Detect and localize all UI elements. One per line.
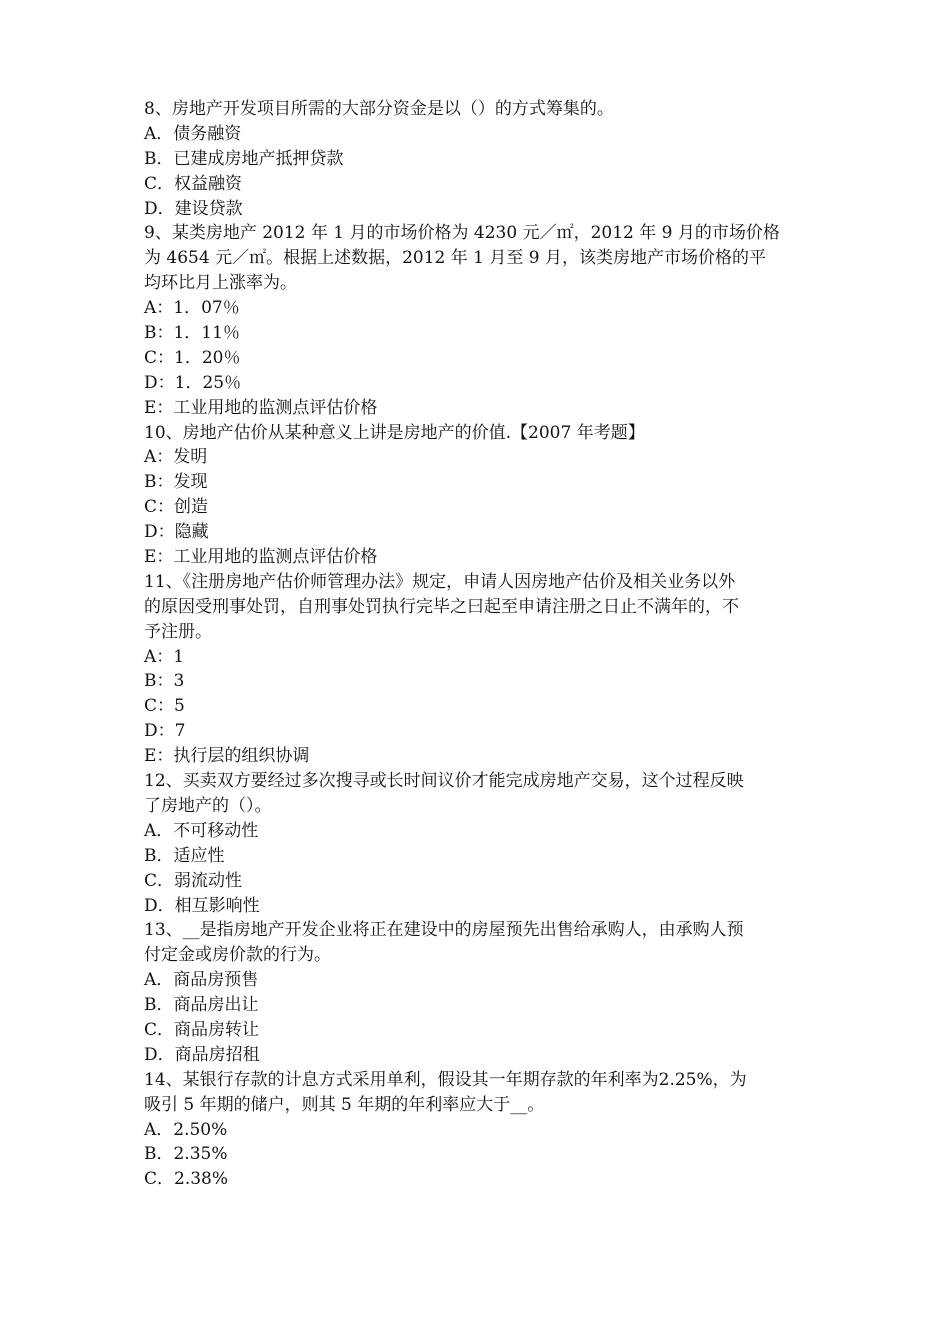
answer-option: B．适应性 [144,845,225,866]
question-11 [144,570,816,769]
question-8 [144,97,816,221]
answer-option: C：创造 [144,497,209,518]
question-stem: 的原因受刑事处罚，自刑事处罚执行完毕之曰起至申请注册之日止不满年的，不 [144,596,739,617]
answer-option: D．相互影响性 [144,895,260,916]
question-stem: 10、房地产估价从某种意义上讲是房地产的价值.【2007 年考题】 [144,422,645,443]
answer-option: B：发现 [144,472,208,493]
answer-option: A．不可移动性 [144,820,259,841]
answer-option: E：工业用地的监测点评估价格 [144,397,378,418]
answer-option: C．权益融资 [144,173,243,194]
question-stem: 付定金或房价款的行为。 [144,945,331,966]
question-stem: 予注册。 [144,621,212,642]
question-stem: 9、某类房地产 2012 年 1 月的市场价格为 4230 元／㎡，2012 年 9 月的市场价格 [144,223,780,244]
question-stem: 8、房地产开发项目所需的大部分资金是以（）的方式筹集的。 [144,99,614,119]
answer-option: A．2.50% [144,1119,228,1140]
answer-option: A：发明 [144,447,208,468]
answer-option: C．2.38% [144,1169,229,1190]
question-stem: 吸引 5 年期的储户，则其 5 年期的年利率应大于__。 [144,1094,545,1115]
answer-option: A．债务融资 [144,123,242,144]
answer-option: E：执行层的组织协调 [144,746,310,767]
answer-option: A：1 [144,646,185,667]
question-stem: 为 4654 元／㎡。根据上述数据，2012 年 1 月至 9 月，该类房地产市场价格的平 [144,248,766,269]
answer-option: D：隐藏 [144,522,209,543]
question-stem: 了房地产的（）。 [144,795,272,816]
answer-option: C．商品房转让 [144,1019,260,1040]
answer-option: C：5 [144,696,185,717]
answer-option: C．弱流动性 [144,870,243,891]
answer-option: A．商品房预售 [144,970,259,991]
answer-option: D：7 [144,721,186,742]
answer-option: E：工业用地的监测点评估价格 [144,547,378,568]
question-stem: 均环比月上涨率为。 [144,273,297,294]
answer-option: A：1．07％ [144,298,240,319]
answer-option: D：1．25％ [144,372,242,393]
question-stem: 12、买卖双方要经过多次搜寻或长时间议价才能完成房地产交易，这个过程反映 [144,771,744,792]
question-13 [144,918,816,1067]
answer-option: B．2.35% [144,1144,228,1165]
question-10 [144,421,816,570]
question-stem: 13、__是指房地产开发企业将正在建设中的房屋预先出售给承购人，由承购人预 [144,920,744,941]
answer-option: B：3 [144,671,185,692]
document-page [144,97,816,1192]
answer-option: B．商品房出让 [144,995,259,1016]
answer-option: B：1．11％ [144,323,240,344]
question-12 [144,769,816,918]
answer-option: B．已建成房地产抵押贷款 [144,148,344,169]
answer-option: D．建设贷款 [144,198,243,219]
question-9 [144,221,816,420]
question-stem: 14、某银行存款的计息方式采用单利，假设其一年期存款的年利率为2.25%，为 [144,1069,747,1090]
question-14 [144,1068,816,1192]
answer-option: D．商品房招租 [144,1044,260,1065]
answer-option: C：1．20％ [144,347,241,368]
question-stem: 11、《注册房地产估价师管理办法》规定，申请人因房地产估价及相关业务以外 [144,571,736,592]
